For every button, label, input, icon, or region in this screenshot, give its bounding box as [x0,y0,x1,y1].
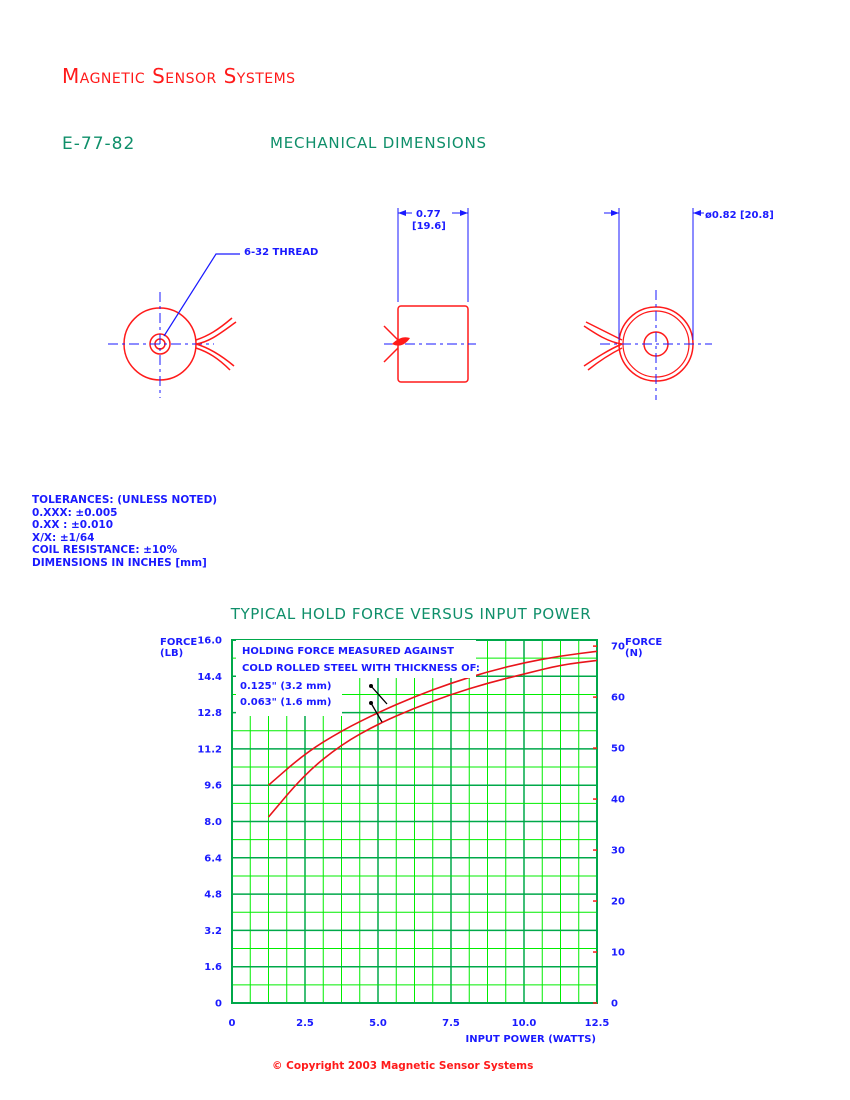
dim-arrow-left [398,210,406,216]
lead-wire-rear-lower [584,344,622,370]
y-tick-label-left: 6.4 [204,853,222,865]
side-view [384,208,476,382]
tolerance-line: X/X: ±1/64 [32,531,95,544]
legend-leader-125 [371,686,387,704]
chart-legend [236,640,480,722]
tolerance-line: 0.XX : ±0.010 [32,519,114,531]
legend-entry-063: 0.063" (1.6 mm) [240,697,332,708]
dia-arrow-left [611,210,619,216]
y-tick-label-left: 11.2 [197,744,222,756]
legend-entry-125: 0.125" (3.2 mm) [240,681,332,692]
tolerance-line: 0.XXX: ±0.005 [32,506,118,519]
dia-arrow-right [693,210,701,216]
thread-label: 6-32 THREAD [244,247,319,258]
tolerance-line: COIL RESISTANCE: ±10% [32,544,178,556]
part-number: E-77-82 [62,134,136,154]
front-view [108,247,318,398]
x-axis-label: INPUT POWER (WATTS) [465,1034,596,1045]
length-dimension-mm: [19.6] [412,221,446,232]
y-tick-label-right: 60 [611,692,625,704]
legend-title-line1: HOLDING FORCE MEASURED AGAINST [242,646,454,657]
y-tick-label-left: 3.2 [204,925,222,937]
y-tick-label-left: 16.0 [197,635,222,647]
mechanical-drawing [0,180,850,420]
y-tick-label-right: 70 [611,641,625,653]
length-dimension-in: 0.77 [416,209,441,220]
lead-wire-lower [196,344,234,370]
y-tick-label-right: 50 [611,743,625,755]
x-tick-label: 10.0 [511,1018,537,1029]
y-tick-label-left: 8.0 [204,817,222,828]
hold-force-chart [0,590,850,1050]
y-axis-label-left-line2: (LB) [160,648,184,659]
lead-wire-rear-upper [584,322,622,344]
y-tick-label-left: 0 [215,998,222,1010]
dim-arrow-right [460,210,468,216]
tolerances-block [32,494,217,569]
rear-view [584,208,774,400]
x-tick-label: 5.0 [369,1018,387,1029]
legend-title-line2: COLD ROLLED STEEL WITH THICKNESS OF: [242,663,480,674]
x-tick-label: 7.5 [442,1018,460,1029]
company-name: Magnetic Sensor Systems [62,64,296,88]
y-tick-label-right: 20 [611,896,625,908]
y-tick-label-right: 0 [611,998,618,1010]
y-axis-label-right-line1: FORCE [625,637,663,648]
copyright-notice: © Copyright 2003 Magnetic Sensor Systems [272,1060,534,1072]
y-tick-label-left: 12.8 [197,708,222,720]
y-tick-label-left: 4.8 [204,889,222,901]
y-tick-label-right: 40 [611,794,625,806]
tolerances-title: TOLERANCES: (UNLESS NOTED) [32,494,218,506]
y-tick-label-left: 14.4 [197,671,222,683]
y-axis-label-right-line2: (N) [625,648,643,659]
x-tick-label: 0 [228,1018,236,1029]
tolerance-line: DIMENSIONS IN INCHES [mm] [32,556,207,569]
chart-title: TYPICAL HOLD FORCE VERSUS INPUT POWER [230,605,592,623]
y-tick-label-left: 1.6 [204,962,222,974]
thread-leader-line [164,254,240,336]
lead-wire-upper [196,318,236,344]
x-tick-label: 12.5 [584,1018,610,1029]
y-tick-label-left: 9.6 [204,780,222,792]
diameter-dimension: ø0.82 [20.8] [705,210,774,221]
y-axis-label-left-line1: FORCE [160,637,198,648]
x-tick-label: 2.5 [296,1018,314,1029]
y-tick-label-right: 10 [611,947,625,959]
y-tick-label-right: 30 [611,845,625,857]
section-title: MECHANICAL DIMENSIONS [270,134,487,152]
